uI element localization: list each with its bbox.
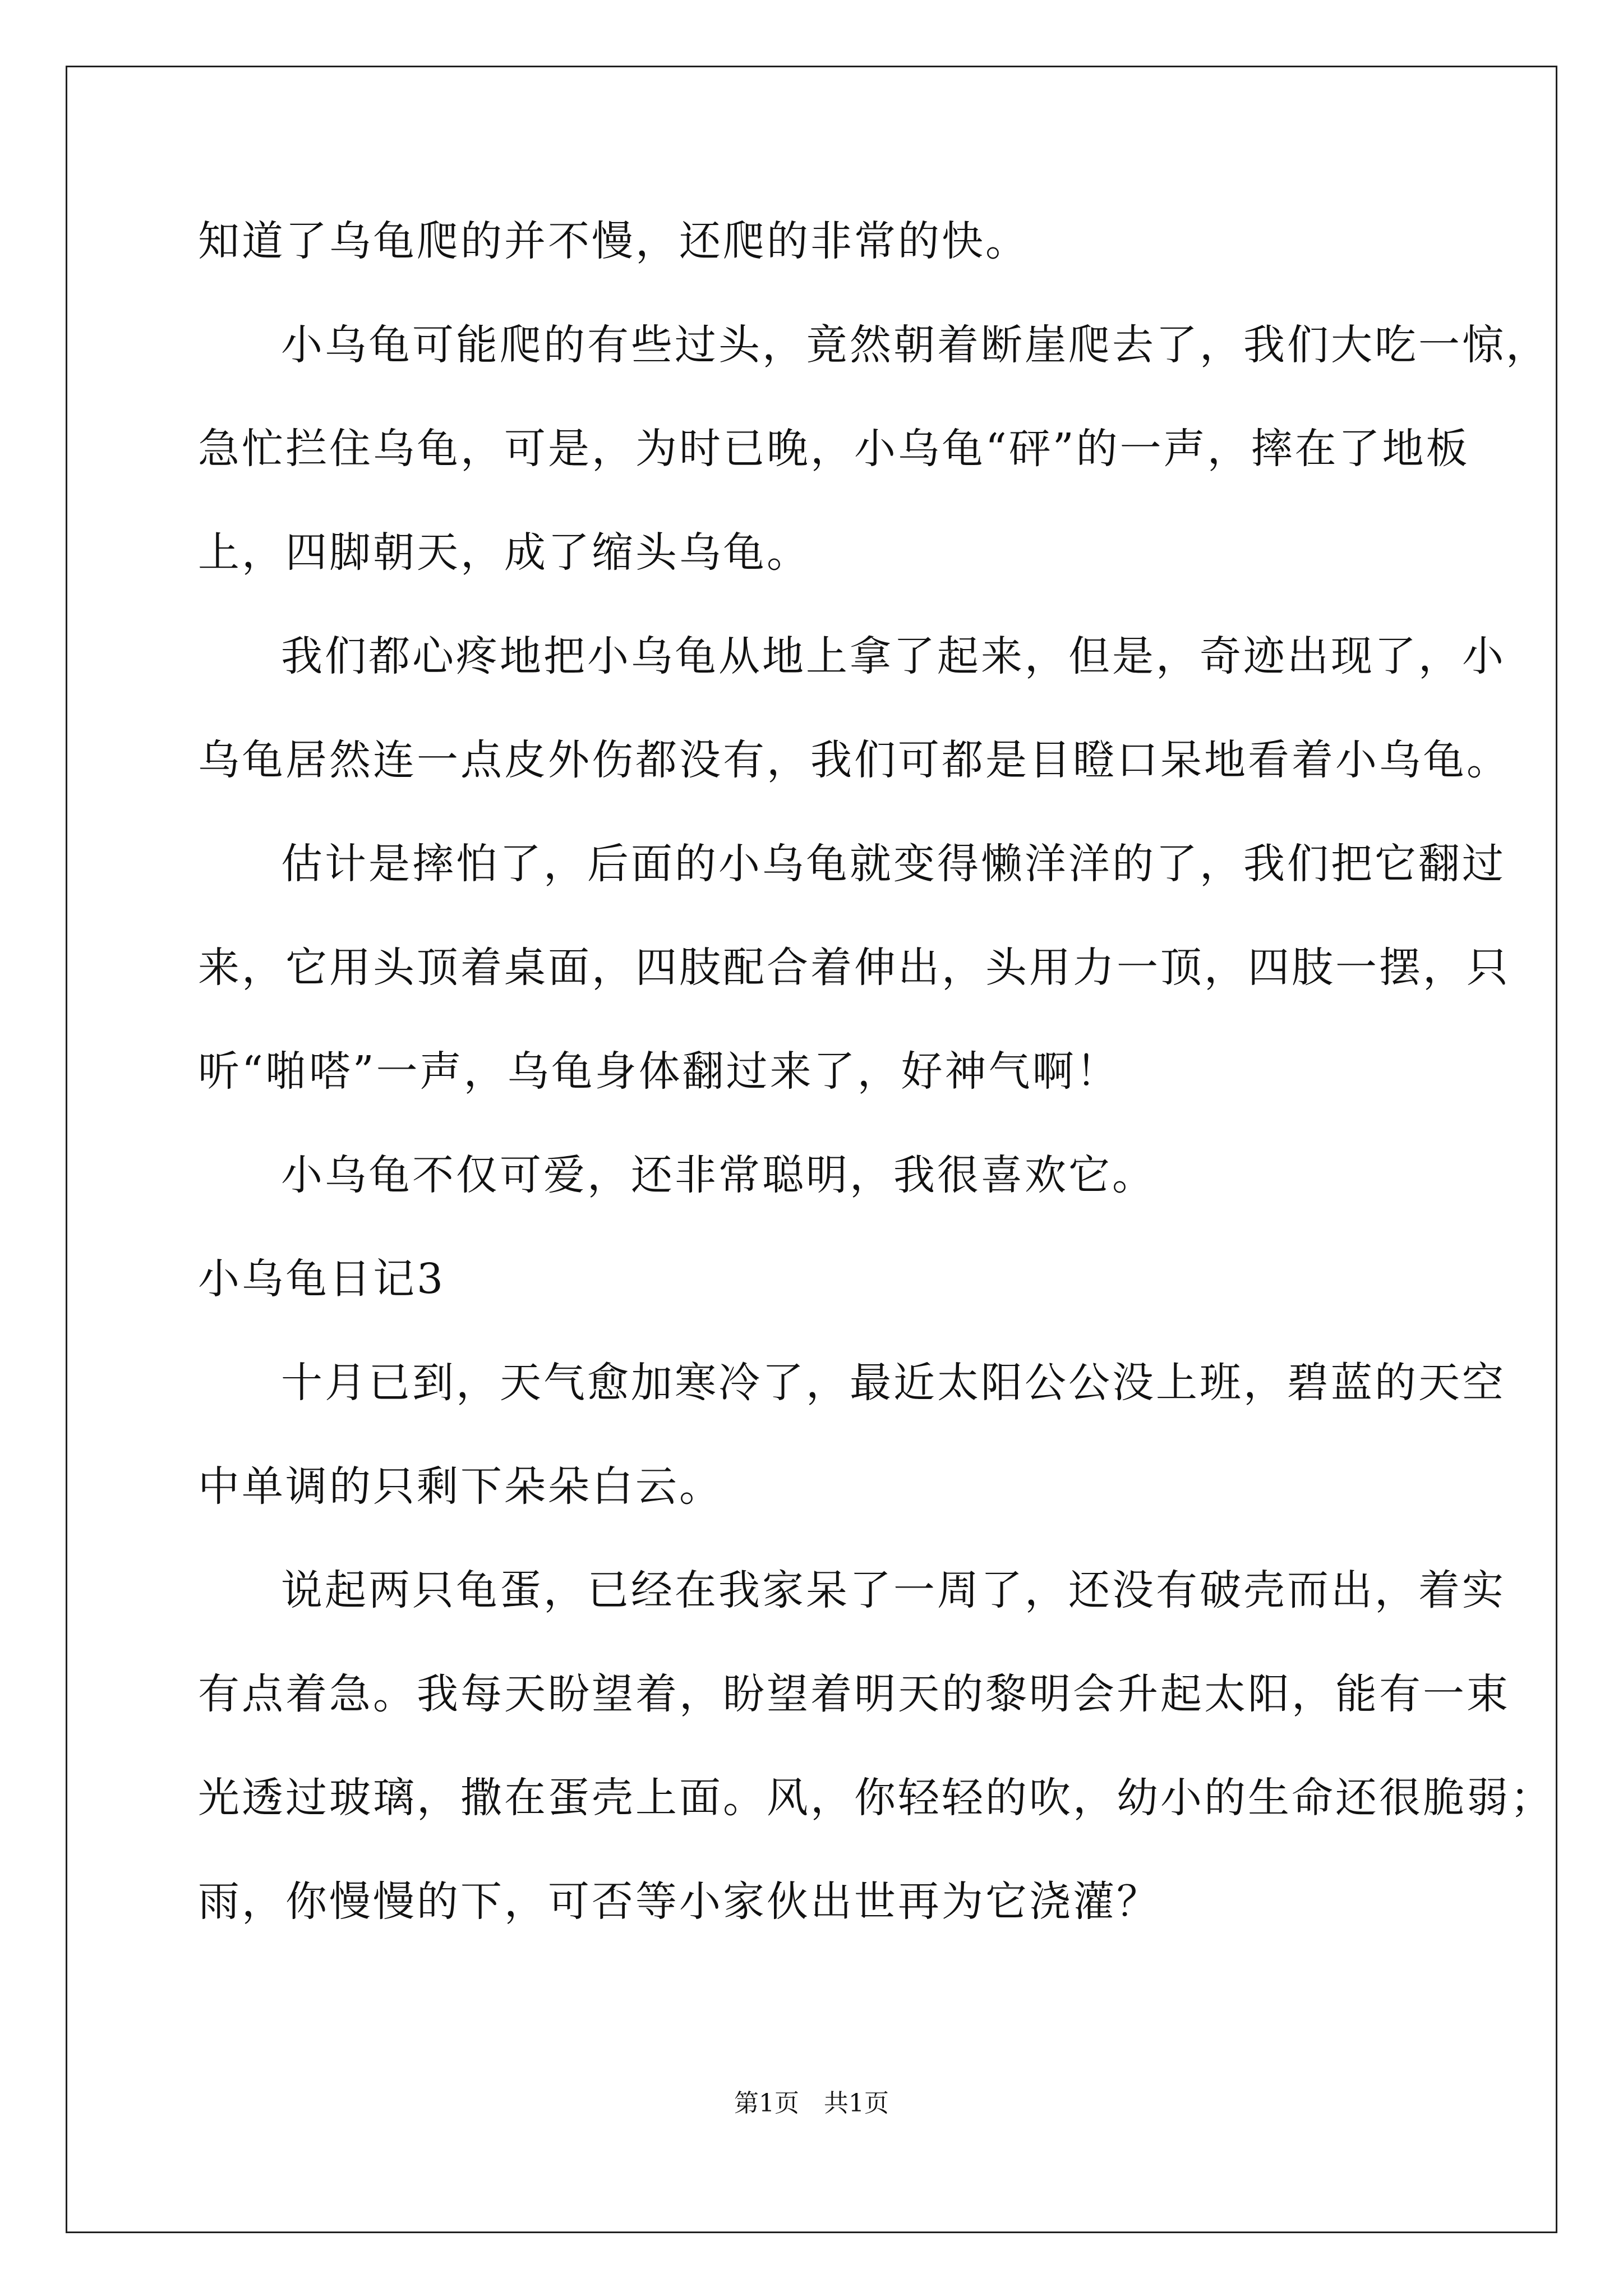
paragraph-line: 有点着急。我每天盼望着，盼望着明天的黎明会升起太阳，能有一束 — [198, 1670, 1510, 1718]
paragraph-line: 中单调的只剩下朵朵白云。 — [198, 1462, 723, 1511]
paragraph-line: 说起两只龟蛋，已经在我家呆了一周了，还没有破壳而出，着实 — [281, 1566, 1506, 1614]
paragraph-line: 我们都心疼地把小乌龟从地上拿了起来，但是，奇迹出现了，小 — [281, 632, 1506, 680]
page-footer — [0, 2087, 1623, 2120]
paragraph-line: 估计是摔怕了，后面的小乌龟就变得懒洋洋的了，我们把它翻过 — [281, 840, 1506, 888]
paragraph-line: 来，它用头顶着桌面，四肢配合着伸出，头用力一顶，四肢一摆，只 — [198, 944, 1510, 992]
paragraph-line: 光透过玻璃，撒在蛋壳上面。风，你轻轻的吹，幼小的生命还很脆弱； — [198, 1774, 1554, 1822]
page-total: 共1页 — [824, 2089, 889, 2118]
page-number: 第1页 — [734, 2089, 799, 2118]
paragraph-line: 雨，你慢慢的下，可否等小家伙出世再为它浇灌？ — [198, 1878, 1160, 1926]
paragraph-line: 小乌龟可能爬的有些过头，竟然朝着断崖爬去了，我们大吃一惊， — [281, 321, 1550, 369]
section-heading: 小乌龟日记3 — [198, 1255, 446, 1303]
paragraph-line: 听“啪嗒”一声，乌龟身体翻过来了，好神气啊！ — [198, 1047, 1120, 1096]
paragraph-line: 小乌龟不仅可爱，还非常聪明，我很喜欢它。 — [281, 1151, 1156, 1199]
paragraph-line: 十月已到，天气愈加寒冷了，最近太阳公公没上班，碧蓝的天空 — [281, 1359, 1506, 1407]
paragraph-line: 急忙拦住乌龟，可是，为时已晚，小乌龟“砰”的一声，摔在了地板 — [198, 425, 1470, 473]
paragraph-line: 乌龟居然连一点皮外伤都没有，我们可都是目瞪口呆地看着小乌龟。 — [198, 736, 1510, 784]
paragraph-line: 知道了乌龟爬的并不慢，还爬的非常的快。 — [198, 217, 1029, 265]
paragraph-line: 上，四脚朝天，成了缩头乌龟。 — [198, 528, 810, 577]
